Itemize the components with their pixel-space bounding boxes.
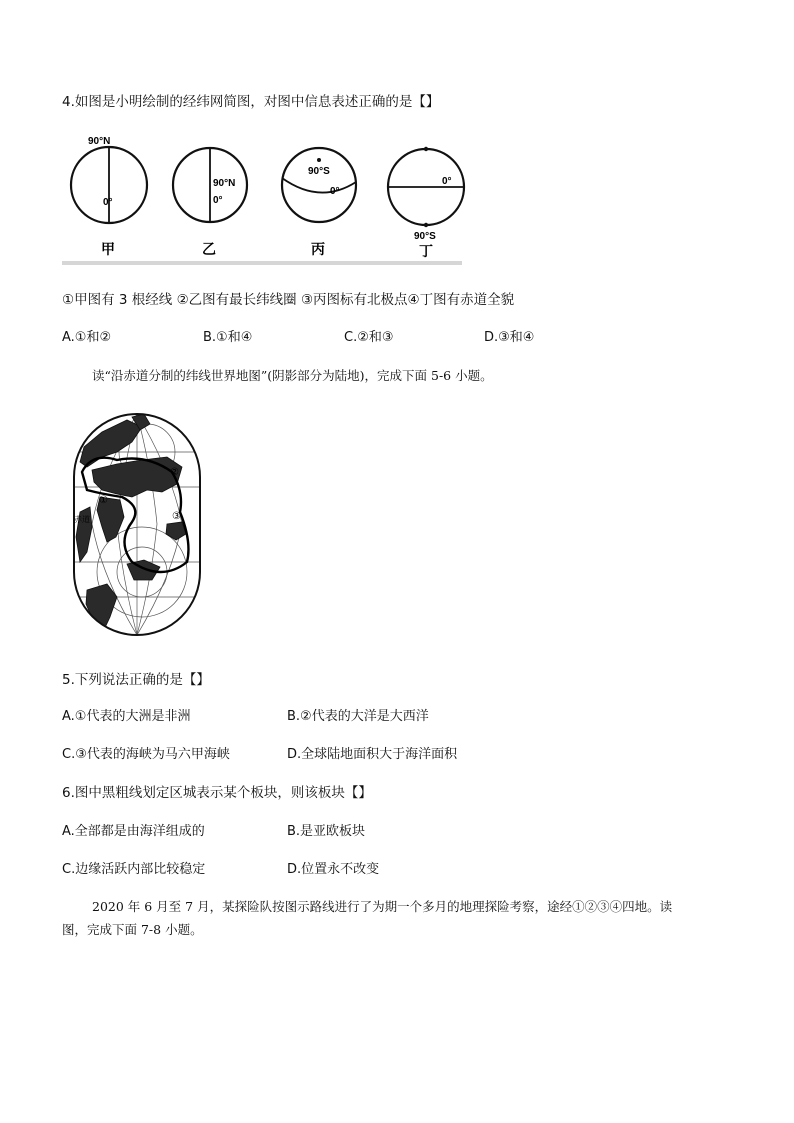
globe-jia-label-1: 90°N: [88, 136, 111, 147]
globe-bing-label-2: 0°: [330, 186, 340, 197]
land-north-america: [80, 420, 142, 467]
globe-bing-label-1: 90°S: [308, 166, 330, 177]
q5-option-b[interactable]: B.②代表的大洋是大西洋: [287, 709, 429, 724]
globe-jia-label-2: 0°: [103, 197, 113, 208]
map-label-1: ①: [99, 495, 108, 506]
q5-option-c[interactable]: C.③代表的海峡为马六甲海峡: [62, 747, 230, 762]
globe-jia: [71, 136, 147, 257]
q4-graticule-figure: [62, 130, 482, 265]
globe-ding: [388, 147, 464, 259]
globe-ding-label-1: 0°: [442, 176, 452, 187]
q5-option-d[interactable]: D.全球陆地面积大于海洋面积: [287, 747, 458, 762]
land-south-america-lower: [86, 584, 117, 634]
q4-option-a[interactable]: A.①和②: [62, 330, 112, 345]
q4-statements: ①甲图有 3 根经线 ②乙图有最长纬线圈 ③丙图标有北极点④丁图有赤道全貌: [62, 292, 515, 308]
q4-option-d[interactable]: D.③和④: [484, 330, 535, 345]
globe-bing: [282, 148, 356, 257]
land-eurasia: [92, 457, 182, 497]
q6-stem: 6.图中黑粗线划定区城表示某个板块，则该板块【】: [62, 785, 372, 801]
q5-option-a[interactable]: A.①代表的大洲是非洲: [62, 709, 191, 724]
globe-jia-name: 甲: [101, 241, 115, 257]
map-label-equator: 赤道: [74, 515, 90, 524]
land-australia: [166, 522, 186, 540]
figure-crop-edge: [62, 261, 462, 265]
globe-yi-label-1: 90°N: [213, 178, 236, 189]
q6-option-c[interactable]: C.边缘活跃内部比较稳定: [62, 862, 206, 877]
q5-stem: 5.下列说法正确的是【】: [62, 672, 210, 688]
q4-option-c[interactable]: C.②和③: [344, 330, 394, 345]
intro-5-6: 读“沿赤道分制的纬线世界地图”(阴影部分为陆地)，完成下面 5-6 小题。: [92, 368, 493, 383]
intro-7-8-line1: 2020 年 6 月至 7 月，某探险队按图示路线进行了为期一个多月的地理探险考察，途经①②③④四地。读: [92, 899, 673, 914]
globe-yi: [173, 148, 247, 257]
intro-7-8-line2: 图，完成下面 7-8 小题。: [62, 922, 203, 937]
q6-option-a[interactable]: A.全部都是由海洋组成的: [62, 824, 205, 839]
globe-ding-name: 丁: [419, 243, 433, 259]
world-map-figure: [72, 412, 202, 637]
globe-yi-name: 乙: [202, 241, 216, 257]
q6-option-d[interactable]: D.位置永不改变: [287, 862, 380, 877]
globe-bing-name: 丙: [311, 241, 325, 257]
globe-yi-label-2: 0°: [213, 195, 223, 206]
map-label-2: ②: [170, 467, 179, 478]
map-label-3: ③: [172, 511, 181, 522]
q4-stem: 4.如图是小明绘制的经纬网简图，对图中信息表述正确的是【】: [62, 94, 440, 110]
q4-option-b[interactable]: B.①和④: [203, 330, 253, 345]
q6-option-b[interactable]: B.是亚欧板块: [287, 824, 366, 839]
globe-ding-label-2: 90°S: [414, 231, 436, 242]
